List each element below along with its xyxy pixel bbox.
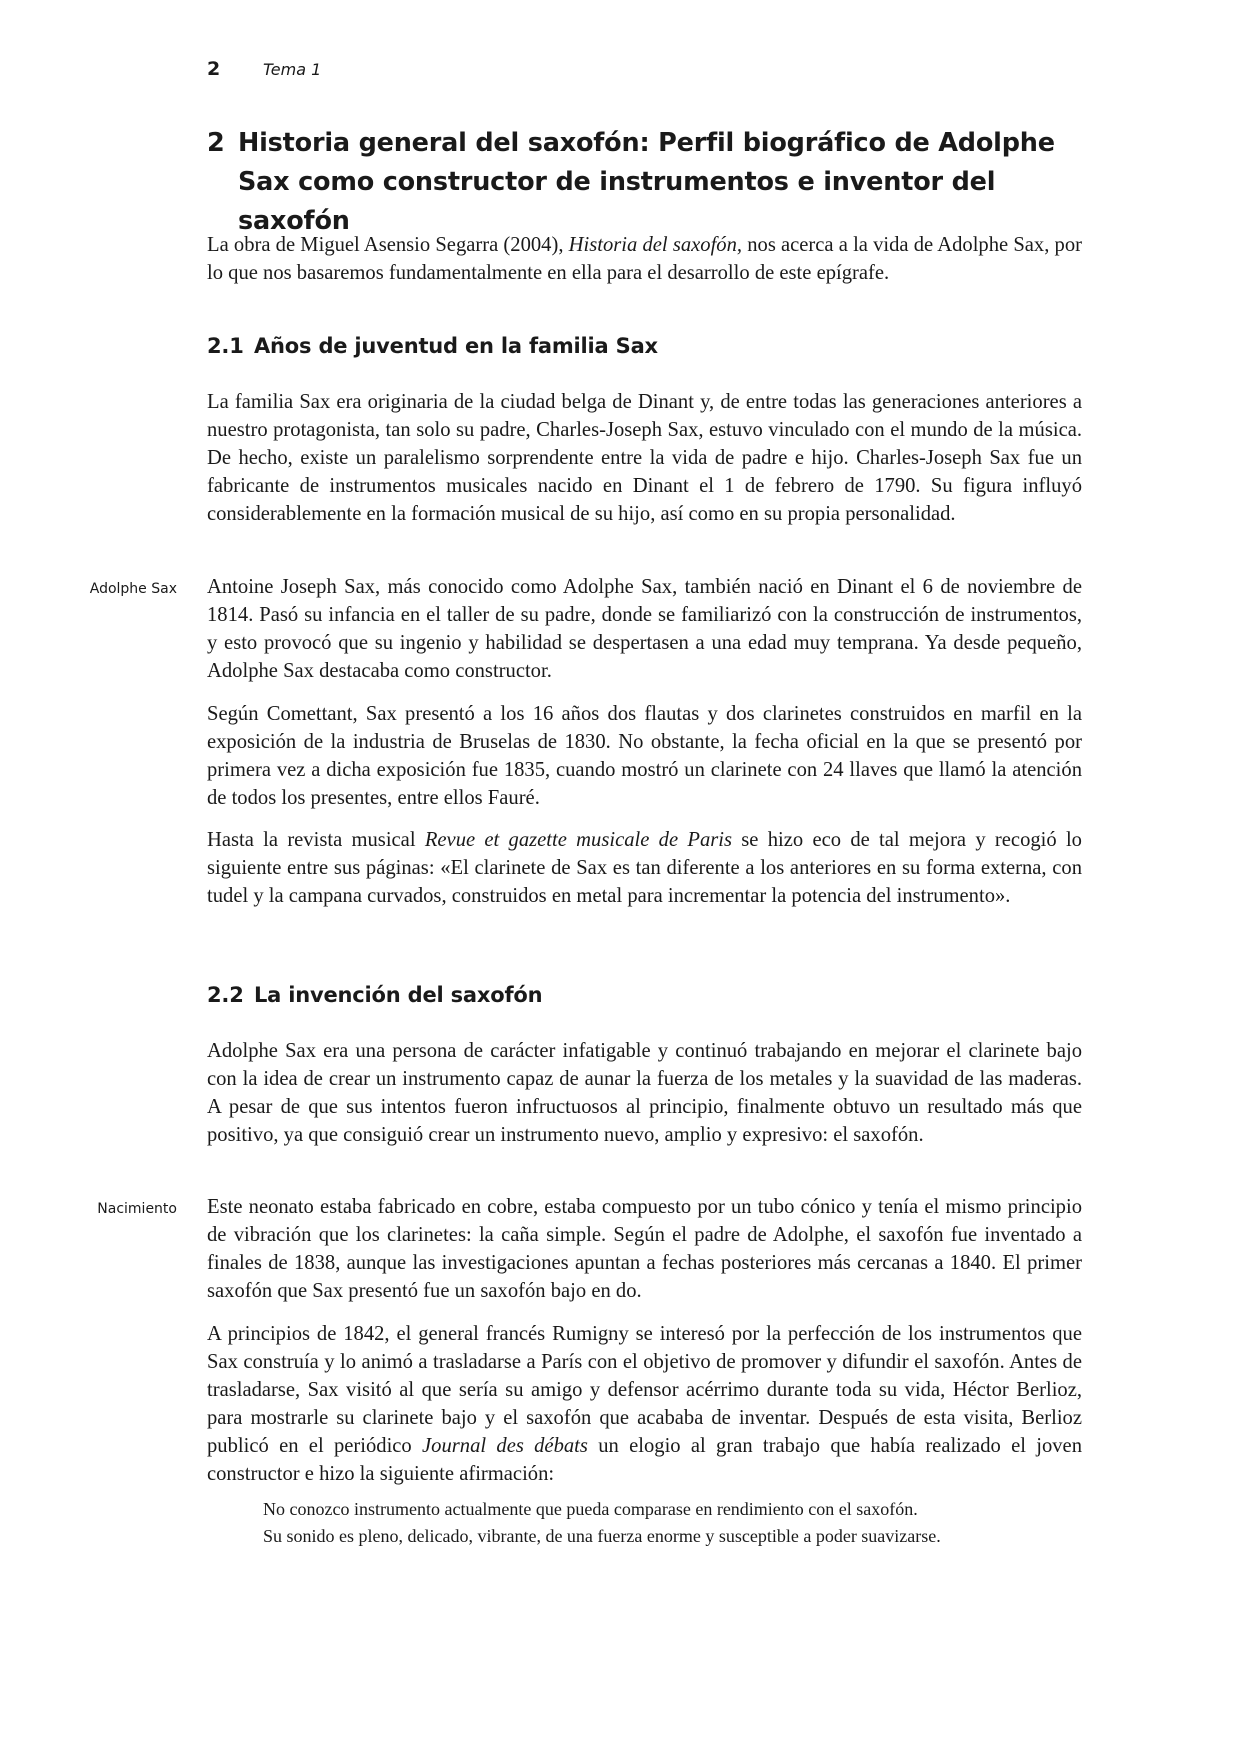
paragraph: La familia Sax era originaria de la ciudad belga de Dinant y, de entre todas las generaciones anteriores a nuestro protagonista, tan solo su padre, Charles-Joseph Sax, estuvo vinculado con el mundo de la música. De hecho, existe un paralelismo sorprendente entre la vida de padre e hijo. Charles-Joseph Sax fue un fabricante de instrumentos musicales nacido en Dinant el 1 de febrero de 1790. Su figura influyó considerablemente en la formación musical de su hijo, así como en su propia personalidad.	[207, 391, 1082, 526]
paragraph-text-c: se hizo eco de tal mejora y recogió lo siguiente entre sus páginas: «El clarinete de Sax es tan diferente a los anteriores en su forma externa, con tudel y la campana curvados, construidos en metal para incrementar la potencia del instrumento».	[207, 829, 1082, 908]
paragraph: Antoine Joseph Sax, más conocido como Adolphe Sax, también nació en Dinant el 6 de noviembre de 1814. Pasó su infancia en el taller de su padre, donde se familiarizó con la construcción de instrumentos, y esto provocó que su ingenio y habilidad se despertasen a una edad muy temprana. Ya desde pequeño, Adolphe Sax destacaba como constructor.	[207, 576, 1082, 683]
margin-note: Nacimiento	[97, 1201, 177, 1217]
intro-text-c: nos acerca a la vida de Adolphe Sax, por lo que nos basaremos fundamentalmente en ella para el desarrollo de este epígrafe.	[207, 234, 1082, 285]
section-number: 2	[207, 128, 225, 158]
running-header	[207, 58, 321, 88]
subsection-2-2-p2-block	[207, 1193, 1082, 1305]
section-heading	[207, 124, 1082, 241]
magazine-title: Revue et gazette musicale de Paris	[424, 829, 732, 851]
quote-line: No conozco instrumento actualmente que pueda comparase en rendimiento con el saxofón.	[263, 1499, 918, 1519]
subsection-heading	[207, 980, 1082, 1010]
quote-line: Su sonido es pleno, delicado, vibrante, de una fuerza enorme y susceptible a poder suavizarse.	[263, 1526, 941, 1546]
page-number: 2	[207, 58, 221, 80]
intro-text-a: La obra de Miguel Asensio Segarra (2004),	[207, 234, 569, 256]
subsection-title: La invención del saxofón	[254, 983, 543, 1007]
subsection-2-1-p1-block	[207, 388, 1082, 528]
paragraph: Según Comettant, Sax presentó a los 16 años dos flautas y dos clarinetes construidos en marfil en la exposición de la industria de Bruselas de 1830. No obstante, la fecha oficial en la que se presentó por primera vez a dicha exposición fue 1835, cuando mostró un clarinete con 24 llaves que llamó la atención de todos los presentes, entre ellos Fauré.	[207, 703, 1082, 810]
paragraph: Este neonato estaba fabricado en cobre, estaba compuesto por un tubo cónico y tenía el mismo principio de vibración que los clarinetes: la caña simple. Según el padre de Adolphe, el saxofón fue inventado a finales de 1838, aunque las investigaciones apuntan a fechas posteriores más cercanas a 1840. El primer saxofón que Sax presentó fue un saxofón bajo en do.	[207, 1196, 1082, 1303]
subsection-number: 2.1	[207, 334, 244, 358]
section-title: Historia general del saxofón: Perfil biográfico de Adolphe Sax como constructor de instrumentos e inventor del saxofón	[238, 128, 1055, 236]
subsection-2-2-p1-block	[207, 1037, 1082, 1149]
subsection-2-2-heading-block	[207, 980, 1082, 1010]
subsection-2-1-heading-block	[207, 331, 1082, 361]
subsection-2-1-p4-block	[207, 826, 1082, 910]
subsection-number: 2.2	[207, 983, 244, 1007]
newspaper-title: Journal des débats	[422, 1435, 588, 1458]
paragraph: Adolphe Sax era una persona de carácter infatigable y continuó trabajando en mejorar el clarinete bajo con la idea de crear un instrumento capaz de aunar la fuerza de los metales y la suavidad de las maderas. A pesar de que sus intentos fueron infructuosos al principio, finalmente obtuvo un resultado más que positivo, ya que consiguió crear un instrumento nuevo, amplio y expresivo: el saxofón.	[207, 1040, 1082, 1147]
paragraph	[207, 826, 1082, 910]
subsection-2-1-p2-block	[207, 573, 1082, 685]
paragraph-text-a: Hasta la revista musical	[207, 829, 425, 851]
intro-book-title: Historia del saxofón,	[568, 234, 743, 256]
margin-note: Adolphe Sax	[89, 581, 177, 597]
subsection-heading	[207, 331, 1082, 361]
subsection-2-1-p3-block	[207, 700, 1082, 812]
paragraph-text-a: A principios de 1842, el general francés Rumigny se interesó por la perfección de los instrumentos que Sax construía y lo animó a trasladarse a París con el objetivo de promover y difundir el saxofón. Antes de trasladarse, Sax visitó al que sería su amigo y defensor acérrimo durante toda su vida, Héctor Berlioz, para mostrarle su clarinete bajo y el saxofón que acababa de inventar. Después de esta visita, Berlioz publicó en el periódico	[207, 1323, 1082, 1458]
paragraph	[207, 1320, 1082, 1489]
running-head-title: Tema 1	[263, 60, 322, 79]
subsection-2-2-p3-block	[207, 1320, 1082, 1489]
intro-block	[207, 231, 1082, 287]
intro-paragraph	[207, 231, 1082, 287]
block-quote	[207, 1496, 1082, 1550]
paragraph-text-c: un elogio al gran trabajo que había realizado el joven constructor e hizo la siguiente afirmación:	[207, 1435, 1082, 1486]
section-2-heading-block	[207, 124, 1082, 241]
subsection-title: Años de juventud en la familia Sax	[254, 334, 658, 358]
